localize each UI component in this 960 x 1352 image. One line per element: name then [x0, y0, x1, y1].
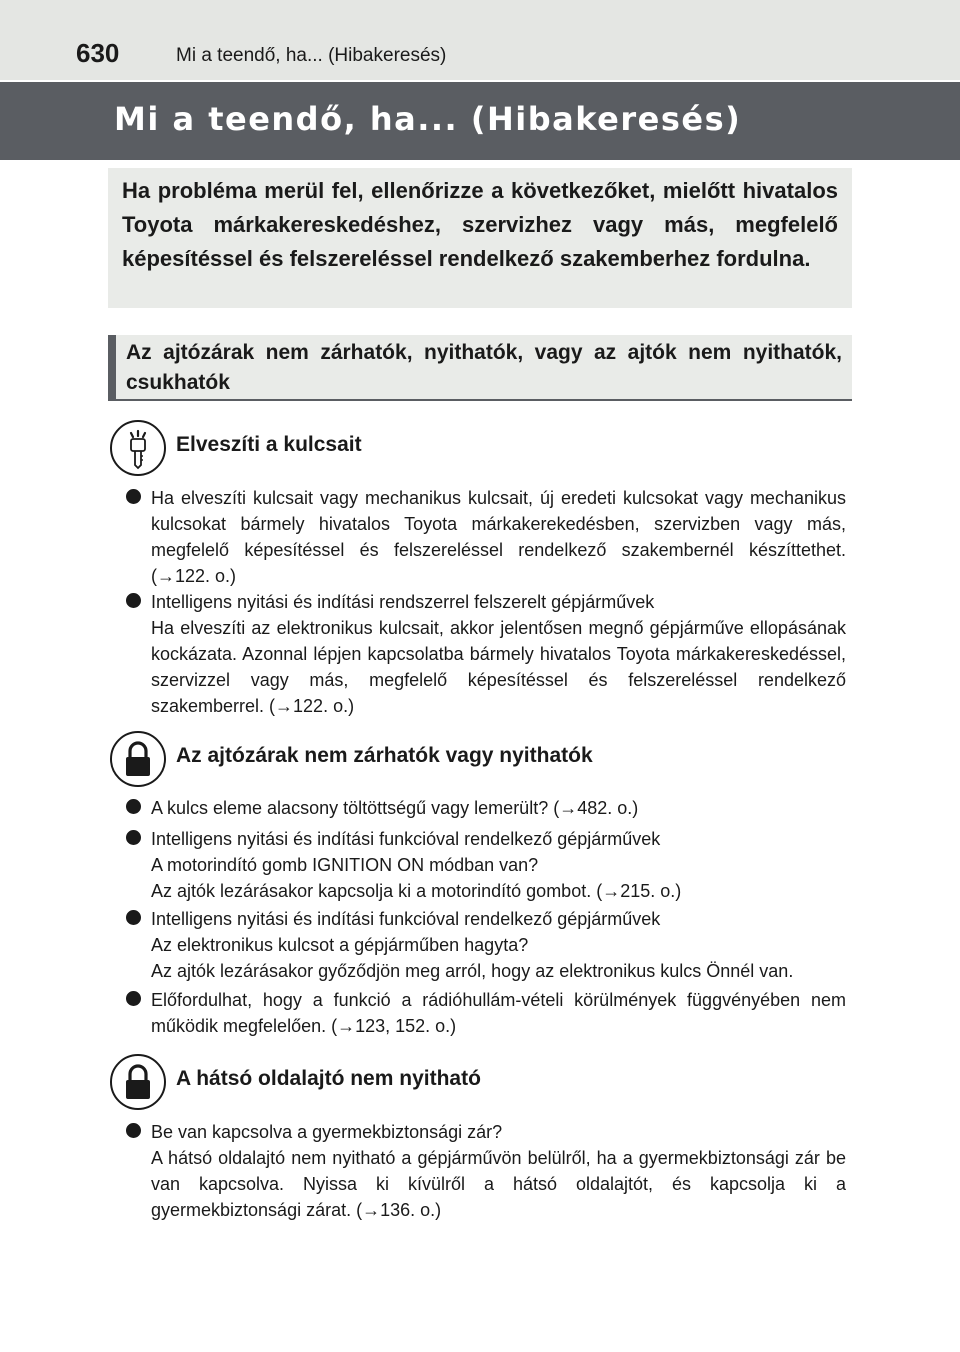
list-item: [126, 485, 846, 589]
intro-text: Ha probléma merül fel, ellenőrizze a következőket, mielőtt hivatalos Toyota márkakereskedéshez, szervizhez vagy más, megfelelő képesítéssel és felszereléssel rendelkező szakemberhez fordulna.: [122, 178, 838, 271]
lock-icon: [110, 1054, 166, 1110]
list-item: [126, 589, 846, 719]
subsection-heading-rear-door: A hátsó oldalajtó nem nyitható: [176, 1067, 481, 1090]
bullet-dot: [126, 799, 141, 814]
key-icon: [110, 420, 166, 476]
intro-box: [108, 168, 852, 308]
list-item-text: Be van kapcsolva a gyermekbiztonsági zár?: [151, 1122, 503, 1142]
bullet-dot: [126, 991, 141, 1006]
subsection-heading-lost-keys: Elveszíti a kulcsait: [176, 433, 362, 456]
bullet-dot: [126, 1123, 141, 1138]
lock-icon: [110, 731, 166, 787]
bullet-dot: [126, 830, 141, 845]
list-item-text: Intelligens nyitási és indítási rendszerrel felszerelt gépjárművek: [151, 592, 655, 612]
list-item-text: Ha elveszíti az elektronikus kulcsait, akkor jelentősen megnő gépjárműve ellopásának kockázata. Azonnal lépjen kapcsolatba bármely hivatalos Toyota márkakereskedéssel, szervizzel vagy más, megfelelő képesítéssel és felszereléssel rendelkező szakemberrel. (→122. o.): [151, 618, 846, 716]
list-item-text: Az elektronikus kulcsot a gépjárműben hagyta?: [151, 935, 529, 955]
subsection-heading-door-locks: Az ajtózárak nem zárhatók vagy nyithatók: [176, 744, 593, 767]
list-item-text: Ha elveszíti kulcsait vagy mechanikus kulcsait, új eredeti kulcsokat vagy mechanikus kulcsokat bármely hivatalos Toyota márkakerekedésben, szervizben vagy más, megfelelő képesítéssel és felszereléssel rendelkező szakembernél készíttethet. (→122. o.): [151, 488, 846, 586]
list-item-text: A hátsó oldalajtó nem nyitható a gépjárművön belülről, ha a gyermekbiztonsági zár be van kapcsolva. Nyissa ki kívülről a hátsó oldalajtót, és kapcsolja ki a gyermekbiztonsági zárat. (→136. o.): [151, 1148, 846, 1220]
list-item-text: Előfordulhat, hogy a funkció a rádióhullám-vételi körülmények függvényében nem működik megfelelően. (→123, 152. o.): [151, 990, 846, 1036]
running-header: Mi a teendő, ha... (Hibakeresés): [176, 45, 447, 66]
list-item-text: Intelligens nyitási és indítási funkcióval rendelkező gépjárművek: [151, 909, 661, 929]
list-item-text: A kulcs eleme alacsony töltöttségű vagy lemerült? (→482. o.): [151, 798, 639, 818]
list-item-text: Intelligens nyitási és indítási funkcióval rendelkező gépjárművek: [151, 829, 661, 849]
list-item: [126, 1119, 846, 1223]
bullet-dot: [126, 593, 141, 608]
page-title: Mi a teendő, ha... (Hibakeresés): [114, 100, 742, 138]
list-item-text: A motorindító gomb IGNITION ON módban van?: [151, 855, 539, 875]
list-item-text: Az ajtók lezárásakor kapcsolja ki a motorindító gombot. (→215. o.): [151, 881, 682, 901]
list-item: [126, 795, 846, 821]
list-item: [126, 987, 846, 1039]
section-heading: Az ajtózárak nem zárhatók, nyithatók, vagy az ajtók nem nyithatók, csukhatók: [126, 341, 842, 394]
bullet-dot: [126, 910, 141, 925]
bullet-dot: [126, 489, 141, 504]
page-number: 630: [76, 38, 120, 68]
header-band: [0, 0, 960, 80]
list-item-text: Az ajtók lezárásakor győződjön meg arról, hogy az elektronikus kulcs Önnél van.: [151, 961, 794, 981]
section-heading-box: [108, 335, 852, 401]
list-item: [126, 826, 846, 904]
list-item: [126, 906, 846, 984]
